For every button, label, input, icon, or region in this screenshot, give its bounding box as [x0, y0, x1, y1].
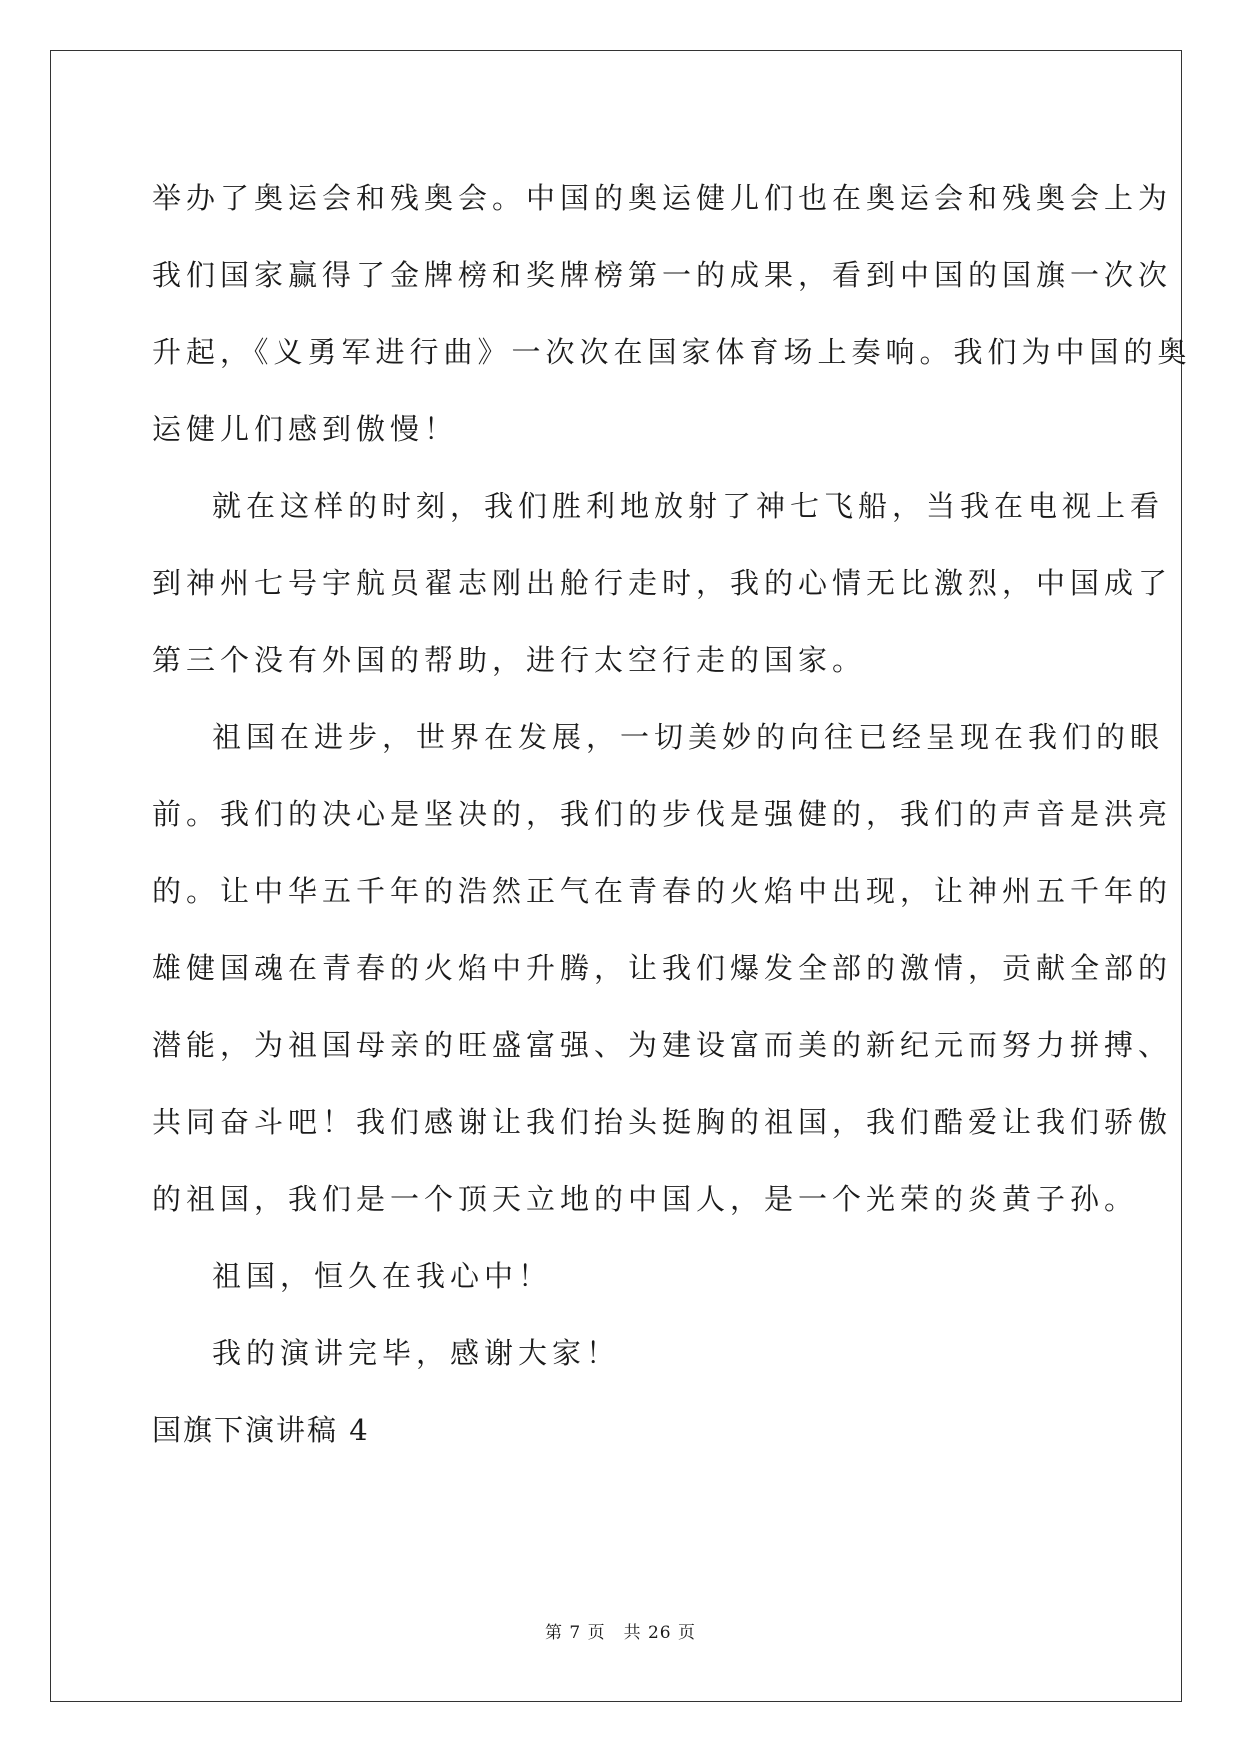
- text-line: 我们国家赢得了金牌榜和奖牌榜第一的成果，看到中国的国旗一次次: [152, 258, 1173, 292]
- text-line: 共同奋斗吧！我们感谢让我们抬头挺胸的祖国，我们酷爱让我们骄傲: [152, 1105, 1173, 1139]
- text-line: 升起，《义勇军进行曲》一次次在国家体育场上奏响。我们为中国的奥: [152, 335, 1192, 369]
- text-line: 到神州七号宇航员翟志刚出舱行走时，我的心情无比激烈，中国成了: [152, 566, 1173, 600]
- paragraph-3: [152, 699, 1173, 1238]
- paragraph-1: [152, 160, 1192, 468]
- text-line: 运健儿们感到傲慢！: [152, 412, 459, 446]
- text-line: 举办了奥运会和残奥会。中国的奥运健儿们也在奥运会和残奥会上为: [152, 181, 1173, 215]
- text-line: 潜能，为祖国母亲的旺盛富强、为建设富而美的新纪元而努力拼搏、: [152, 1028, 1173, 1062]
- paragraph-2: [152, 468, 1173, 699]
- paragraph-5: [152, 1315, 1082, 1392]
- text-line: 就在这样的时刻，我们胜利地放射了神七飞船，当我在电视上看: [212, 489, 1165, 523]
- page-footer: [0, 1618, 1241, 1643]
- text-line: 第三个没有外国的帮助，进行太空行走的国家。: [152, 643, 867, 677]
- text-line: 祖国在进步，世界在发展，一切美妙的向往已经呈现在我们的眼: [212, 720, 1165, 754]
- section-heading: 国旗下演讲稿 4: [152, 1413, 370, 1447]
- text-line: 祖国，恒久在我心中！: [212, 1259, 553, 1293]
- text-line: 的祖国，我们是一个顶天立地的中国人，是一个光荣的炎黄子孙。: [152, 1182, 1139, 1216]
- page-number: 第 7 页: [544, 1623, 606, 1643]
- text-line: 雄健国魂在青春的火焰中升腾，让我们爆发全部的激情，贡献全部的: [152, 951, 1173, 985]
- paragraph-4: [152, 1238, 1082, 1315]
- text-line: 我的演讲完毕，感谢大家！: [212, 1336, 621, 1370]
- document-body: [152, 160, 1192, 1469]
- text-line: 的。让中华五千年的浩然正气在青春的火焰中出现，让神州五千年的: [152, 874, 1173, 908]
- page-total: 共 26 页: [623, 1623, 697, 1643]
- text-line: 前。我们的决心是坚决的，我们的步伐是强健的，我们的声音是洪亮: [152, 797, 1173, 831]
